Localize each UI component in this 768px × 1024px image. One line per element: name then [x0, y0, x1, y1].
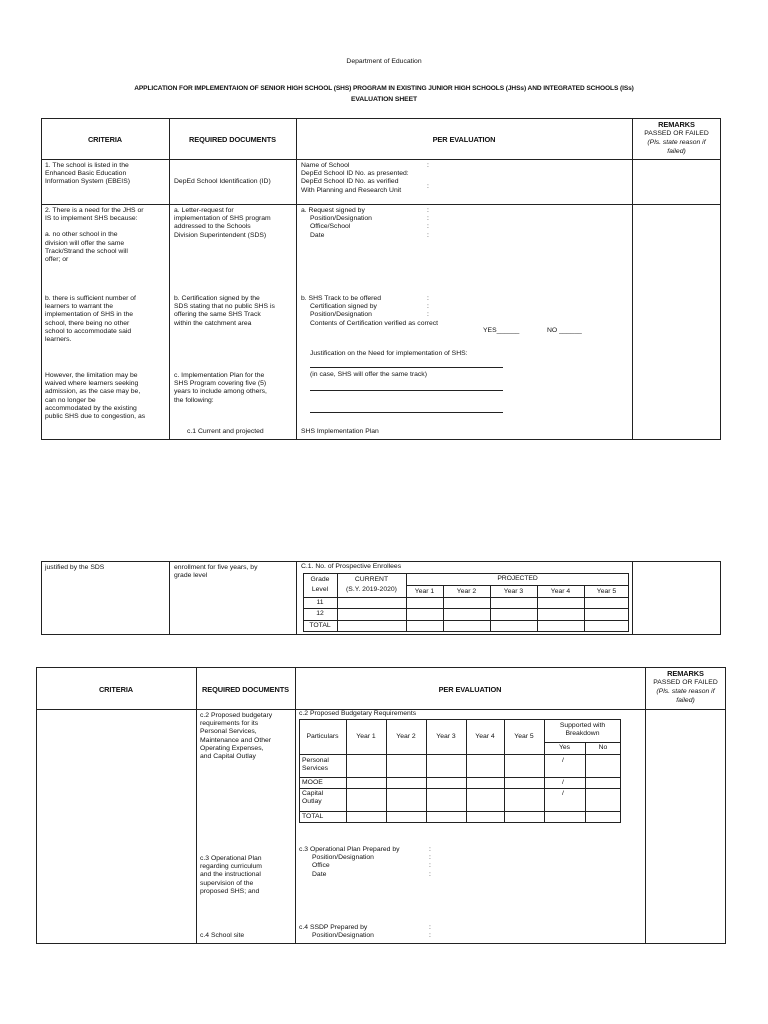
- eval-row-1: Name of School DepEd School ID No. as presented: DepEd School ID No. as verified With Planning and Research Unit: [301, 162, 409, 194]
- current-header: CURRENT: [354, 576, 389, 583]
- row-personal-services: Personal Services: [302, 757, 329, 773]
- criteria-2a: 2. There is a need for the JHS or IS to implement SHS because: a. no other school in the division will offer the same Track/Strand the school will offer; or: [45, 207, 144, 264]
- form-title: APPLICATION FOR IMPLEMENTAION OF SENIOR HIGH SCHOOL (SHS) PROGRAM IN EXISTING JUNIOR HIGH SCHOOLS (JHSs) AND INTEGRATED SCHOOLS (ISs): [134, 85, 634, 92]
- shs-implementation-plan: SHS Implementation Plan: [301, 428, 379, 435]
- col-required-documents: REQUIRED DOCUMENTS: [189, 135, 276, 144]
- criteria-2c: However, the limitation may be waived where learners seeking admission, as the case may be, can no longer be accommodated by the existing public SHS due to congestion, as: [45, 372, 146, 421]
- grade-11: 11: [316, 599, 324, 606]
- required-budget: c.2 Proposed budgetary requirements for its Personal Services, Maintenance and Other Operating Expenses, and Capital Outlay: [200, 712, 273, 761]
- prospective-enrollees-title: C.1. No. of Prospective Enrollees: [301, 563, 402, 570]
- remarks-note-2: failed): [667, 148, 686, 155]
- required-enrollment: enrollment for five years, by grade level: [174, 564, 258, 580]
- justification-label: Justification on the Need for implementation of SHS:: [310, 350, 468, 357]
- col-per-evaluation: PER EVALUATION: [432, 135, 496, 144]
- criteria-1: 1. The school is listed in the Enhanced Basic Education Information System (EBEIS): [45, 162, 130, 186]
- col-remarks-2: REMARKS: [667, 669, 704, 678]
- row-capital-outlay: Capital Outlay: [302, 790, 324, 806]
- eval-operational-plan: c.3 Operational Plan Prepared by Position/Designation Office Date: [299, 846, 400, 878]
- col-criteria: CRITERIA: [87, 135, 123, 144]
- department-name: Department of Education: [346, 58, 422, 65]
- required-school-site: c.4 School site: [200, 932, 245, 939]
- col-remarks: REMARKS: [658, 120, 695, 129]
- required-certification: b. Certification signed by the SDS stating that no public SHS is offering the same SHS Track within the catchment area: [174, 295, 275, 327]
- eval-ssdp: c.4 SSDP Prepared by Position/Designation: [299, 924, 374, 940]
- incase-note: (in case, SHS will offer the same track): [310, 371, 427, 378]
- budget-title: c.2 Proposed Budgetary Requirements: [299, 710, 417, 717]
- required-letter-request: a. Letter-request for implementation of SHS program addressed to the Schools Division Superintendent (SDS): [174, 207, 271, 239]
- remarks-sub: PASSED OR FAILED: [644, 130, 709, 137]
- projected-header: PROJECTED: [497, 575, 538, 582]
- col-per-evaluation-2: PER EVALUATION: [438, 685, 502, 694]
- criteria-continued: justified by the SDS: [45, 564, 105, 571]
- eval-shs-track: b. SHS Track to be offered Certification signed by Position/Designation Contents of Certification verified as correct: [301, 295, 439, 327]
- criteria-2b: b. there is sufficient number of learners to warrant the implementation of SHS in the school, there being no other school to accommodate said learners.: [45, 295, 136, 344]
- required-school-id: DepEd School Identification (ID): [174, 178, 271, 185]
- no-checkbox[interactable]: NO ______: [547, 327, 582, 334]
- row-total: TOTAL: [302, 813, 324, 820]
- eval-request: a. Request signed by Position/Designation Office/School Date: [301, 207, 372, 239]
- grade-12: 12: [316, 610, 324, 617]
- justification-line[interactable]: [310, 367, 503, 368]
- supported-header: Supported with Breakdown: [559, 722, 606, 738]
- required-c1: c.1 Current and projected: [187, 428, 264, 435]
- required-operational-plan: c.3 Operational Plan regarding curriculum and the instructional supervision of the proposed SHS; and: [200, 855, 262, 895]
- row-mooe: MOOE: [302, 779, 323, 786]
- remarks-note: (Pls. state reason if: [647, 139, 706, 146]
- required-implementation-plan: c. Implementation Plan for the SHS Program covering five (5) years to include among others, the following:: [174, 372, 267, 404]
- yes-checkbox[interactable]: YES______: [483, 327, 520, 334]
- col-required-2: REQUIRED DOCUMENTS: [202, 685, 289, 694]
- grade-total: TOTAL: [309, 622, 331, 629]
- form-subtitle: EVALUATION SHEET: [350, 96, 418, 103]
- col-criteria-2: CRITERIA: [98, 685, 134, 694]
